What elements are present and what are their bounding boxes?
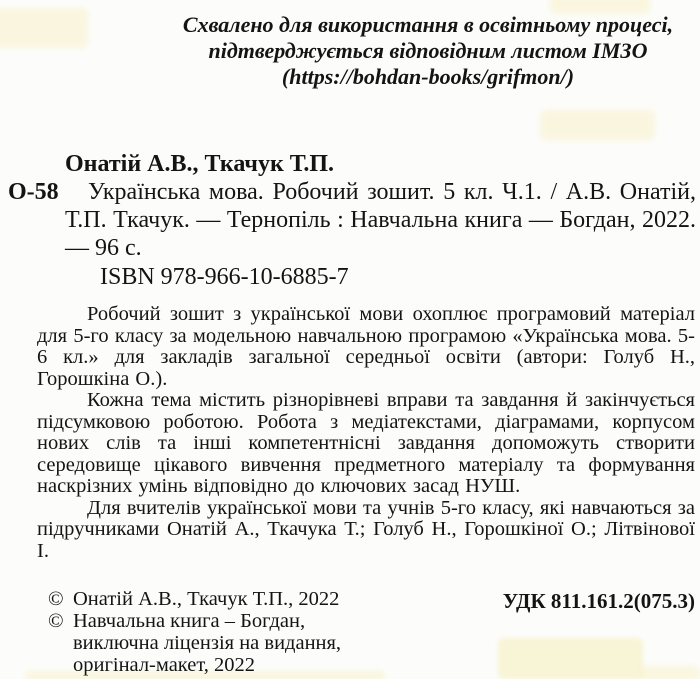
approval-url: (https://bohdan-books/grifmon/) — [281, 64, 575, 89]
annotation-paragraph-1: Робочий зошит з української мови охоплює програмовий матеріал для 5-го класу за модельною навчальною програмою «Українська мова. 5-6 кл.» для закладів загальної середньої освіти (автори: Голуб Н., Горошкіна О.). — [37, 303, 695, 390]
annotation-paragraph-2: Кожна тема містить різнорівневі вправи та завдання й закінчується підсумковою роботою. Робота з медіатекстами, діаграмами, корпусом нових слів та інші компетентнісні завдання допоможуть створити середовище цікавого вивчення предметного матеріалу та формування наскрізних умінь відповідно до ключових засад НУШ. — [37, 389, 695, 497]
bibliographic-entry — [8, 178, 696, 262]
approval-line-1: Схвалено для використання в освітньому процесі, — [182, 12, 674, 37]
udc-code: УДК 811.161.2(075.3) — [502, 589, 695, 613]
catalog-index: О-58 — [8, 179, 59, 205]
imprint-footer — [48, 588, 695, 676]
copyright-text: виключна ліцензія на видання, — [73, 632, 342, 654]
copyright-line — [48, 632, 341, 654]
approval-line-2: підтверджується відповідним листом ІМЗО — [208, 38, 648, 63]
copyright-icon — [48, 654, 73, 676]
authors-line: Онатій А.В., Ткачук Т.П. — [65, 151, 335, 177]
copyright-line — [48, 588, 341, 610]
copyright-text: Онатій А.В., Ткачук Т.П., 2022 — [73, 588, 340, 610]
copyright-line — [48, 654, 341, 676]
copyright-text: Навчальна книга – Богдан, — [73, 610, 306, 632]
annotation-paragraph-3: Для вчителів української мови та учнів 5-го класу, які навчаються за підручниками Онатій А., Ткачука Т.; Голуб Н., Горошкіної О.; Літвінової І. — [37, 496, 695, 562]
copyright-block — [48, 588, 341, 676]
annotation — [37, 304, 695, 562]
copyright-text: оригінал-макет, 2022 — [73, 654, 256, 676]
copyright-icon: © — [48, 610, 64, 632]
approval-note — [158, 12, 698, 90]
bibliographic-entry-text: Українська мова. Робочий зошит. 5 кл. Ч.1. / А.В. Онатій, Т.П. Ткачук. — Тернопіль : Навчальна книга — Богдан, 2022. — 96 с. — [65, 179, 696, 261]
isbn: ISBN 978-966-10-6885-7 — [100, 264, 349, 290]
copyright-line — [48, 610, 341, 632]
copyright-icon — [48, 632, 73, 654]
copyright-icon: © — [48, 588, 64, 610]
